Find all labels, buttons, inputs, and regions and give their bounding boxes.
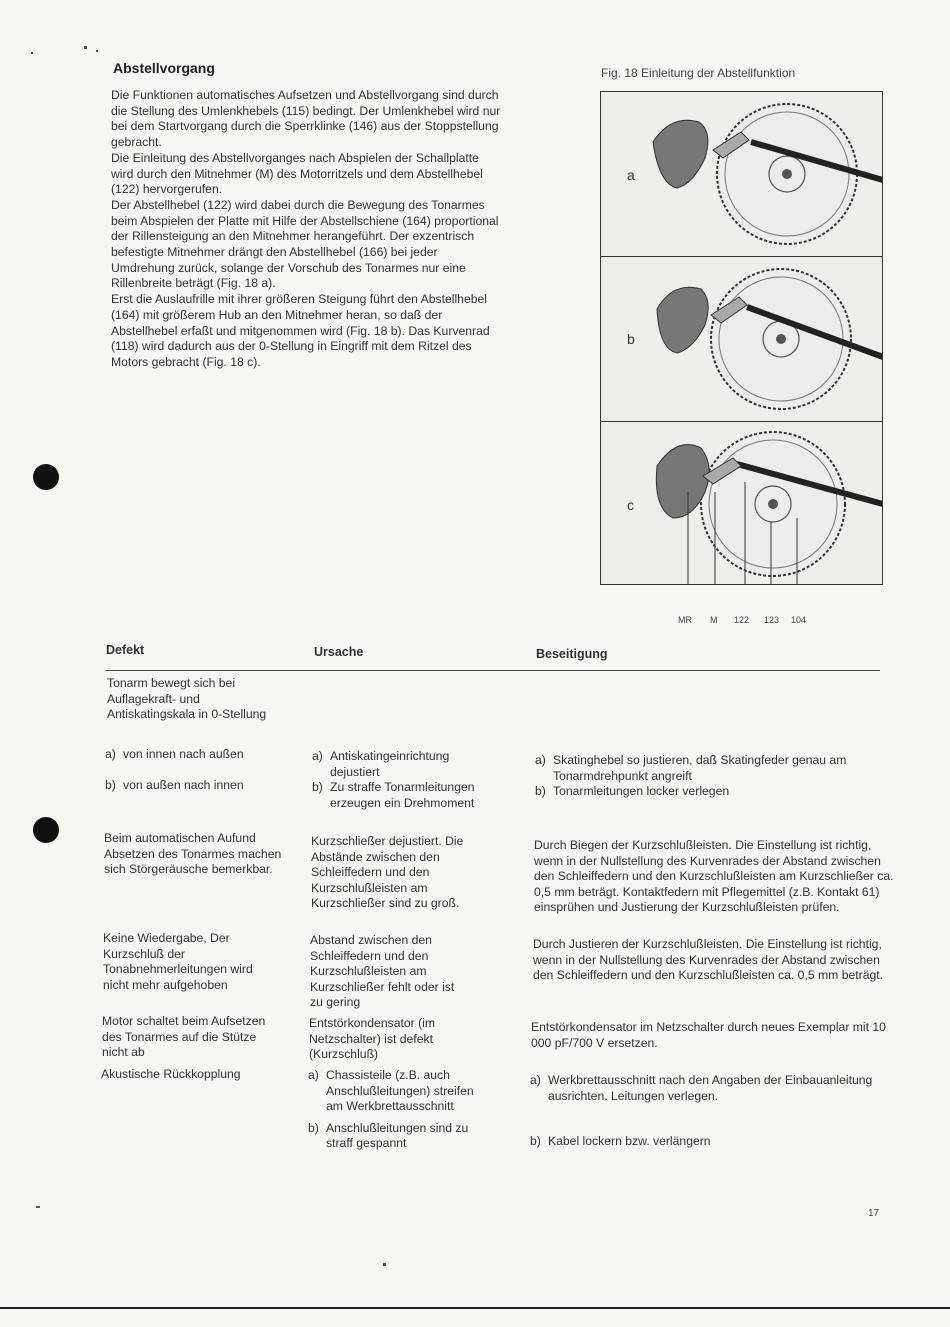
fix-cell: [535, 753, 890, 800]
body-paragraph: Die Funktionen automatisches Aufsetzen und Abstellvorgang sind durch die Stellung des Umlenkhebels (115) bedingt. Der Umlenkhebel wird nur bei dem Startvorgang durch die Sperrklinke (146) aus der Stoppstellung gebracht.: [111, 88, 501, 150]
margin-bullet: [33, 817, 59, 843]
fix-cell: Durch Justieren der Kurzschlußleisten. Die Einstellung ist richtig, wenn in der Nullstellung des Kurvenrades der Abstand zwischen den Schleiffedern und den Kurzschlußleisten ca. 0,5 mm beträgt.: [533, 937, 884, 983]
panel-label: b: [627, 331, 635, 347]
panel-label: c: [627, 497, 634, 513]
list-item: a) Werkbrettausschnitt nach den Angaben der Einbauanleitung ausrichten. Leitungen verlegen.: [530, 1073, 873, 1103]
legend-label: MR: [678, 615, 692, 625]
cause-cell: Abstand zwischen den Schleiffedern und den Kurzschlußleisten am Kurzschließer fehlt oder ist zu gering: [310, 933, 455, 1010]
panel-label: a: [627, 167, 635, 183]
figure-panel-c: [600, 421, 883, 585]
list-item: b) Zu straffe Tonarmleitungen erzeugen ein Drehmoment: [312, 780, 475, 810]
defect-cell: Motor schaltet beim Aufsetzen des Tonarmes auf die Stütze nicht ab: [102, 1014, 266, 1060]
scan-speck: [383, 1263, 386, 1266]
scan-speck: [31, 52, 33, 54]
legend-label: 122: [734, 615, 750, 625]
defect-intro: Tonarm bewegt sich bei Auflagekraft- und Antiskatingskala in 0-Stellung: [107, 676, 267, 722]
column-header-ursache: Ursache: [314, 645, 364, 659]
page-number: 17: [868, 1208, 880, 1219]
column-header-beseitigung: Beseitigung: [536, 647, 608, 661]
mechanism-drawing: [601, 422, 882, 584]
defect-cell: Beim automatischen Aufund Absetzen des Tonarmes machen sich Störgeräusche bemerkbar.: [104, 831, 282, 877]
scan-speck: [96, 50, 98, 52]
list-item: a) Antiskatingeinrichtung dejustiert: [312, 749, 450, 779]
body-paragraph: Die Einleitung des Abstellvorganges nach Abspielen der Schallplatte wird durch den Mitnehmer (M) des Motorritzels und dem Abstellhebel (122) hervorgerufen.: [111, 150, 483, 197]
section-title: Abstellvorgang: [113, 60, 215, 76]
legend-label: M: [710, 615, 718, 625]
figure-panel-a: [600, 91, 883, 257]
legend-label: 123: [764, 615, 780, 625]
cause-cell: Kurzschließer dejustiert. Die Abstände zwischen den Schleiffedern und den Kurzschlußleisten am Kurzschließer sind zu groß.: [311, 834, 464, 911]
list-item: b) von außen nach innen: [105, 777, 244, 792]
scan-speck: [84, 46, 87, 49]
fix-cell: [530, 1073, 905, 1150]
defect-cell: [105, 747, 305, 793]
cause-cell: [308, 1068, 488, 1152]
fix-cell: Entstörkondensator im Netzschalter durch neues Exemplar mit 10 000 pF/700 V ersetzen.: [531, 1020, 886, 1050]
defect-cell: Akustische Rückkopplung: [101, 1067, 241, 1081]
figure-legend: [672, 615, 822, 629]
cause-cell: Entstörkondensator (im Netzschalter) ist defekt (Kurzschluß): [309, 1016, 435, 1062]
fix-cell: Durch Biegen der Kurzschlußleisten. Die Einstellung ist richtig, wenn in der Nullstellung des Kurvenrades der Abstand zwischen den Schleiffedern und den Kurzschlußleisten am Kurzschließer ca. 0,5 mm beträgt. Kontaktfedern mit Pflegemittel (z.B. Kontakt 61) einsprühen und Justierung der Kurzschlußleisten prüfen.: [534, 838, 894, 915]
figure-caption: Fig. 18 Einleitung der Abstellfunktion: [601, 66, 796, 80]
body-paragraph: Der Abstellhebel (122) wird dabei durch die Bewegung des Tonarmes beim Abspielen der Platte mit Hilfe der Abstellschiene (164) proportional der Rillensteigung an den Mitnehmer herangeführt. Der exzentrisch befestigte Mitnehmer drängt den Abstellhebel (166) bei jeder Umdrehung zurück, solange der Vorschub des Tonarmes nur eine Rillenbreite beträgt (Fig. 18 a).: [111, 197, 499, 291]
defect-cell: Keine Wiedergabe, Der Kurzschluß der Tonabnehmerleitungen wird nicht mehr aufgehoben: [103, 931, 253, 992]
list-item: b) Anschlußleitungen sind zu straff gespannt: [308, 1120, 469, 1151]
list-item: b) Tonarmleitungen locker verlegen: [535, 784, 730, 799]
list-item: a) von innen nach außen: [105, 747, 244, 761]
scan-edge-line: [0, 1307, 950, 1309]
list-item: a) Skatinghebel so justieren, daß Skatingfeder genau am Tonarmdrehpunkt angreift: [535, 753, 847, 783]
scan-speck: [36, 1206, 40, 1208]
section-body: [111, 88, 501, 371]
list-item: a) Chassisteile (z.B. auch Anschlußleitungen) streifen am Werkbrettausschnitt: [308, 1068, 474, 1114]
legend-label: 104: [791, 615, 807, 625]
header-rule: [106, 670, 880, 671]
column-header-defekt: Defekt: [106, 643, 145, 657]
mechanism-drawing: [601, 92, 882, 256]
list-item: b) Kabel lockern bzw. verlängern: [530, 1134, 711, 1149]
margin-bullet: [33, 464, 59, 490]
cause-cell: [312, 749, 482, 811]
mechanism-drawing: [601, 257, 882, 421]
body-paragraph: Erst die Auslaufrille mit ihrer größeren Steigung führt den Abstellhebel (164) mit größerem Hub an den Mitnehmer heran, so daß der Abstellhebel erfaßt und mitgenommen wird (Fig. 18 b). Das Kurvenrad (118) wird dadurch aus der 0-Stellung in Eingriff mit dem Ritzel des Motors gebracht (Fig. 18 c).: [111, 292, 490, 369]
figure-panel-b: [600, 256, 883, 422]
